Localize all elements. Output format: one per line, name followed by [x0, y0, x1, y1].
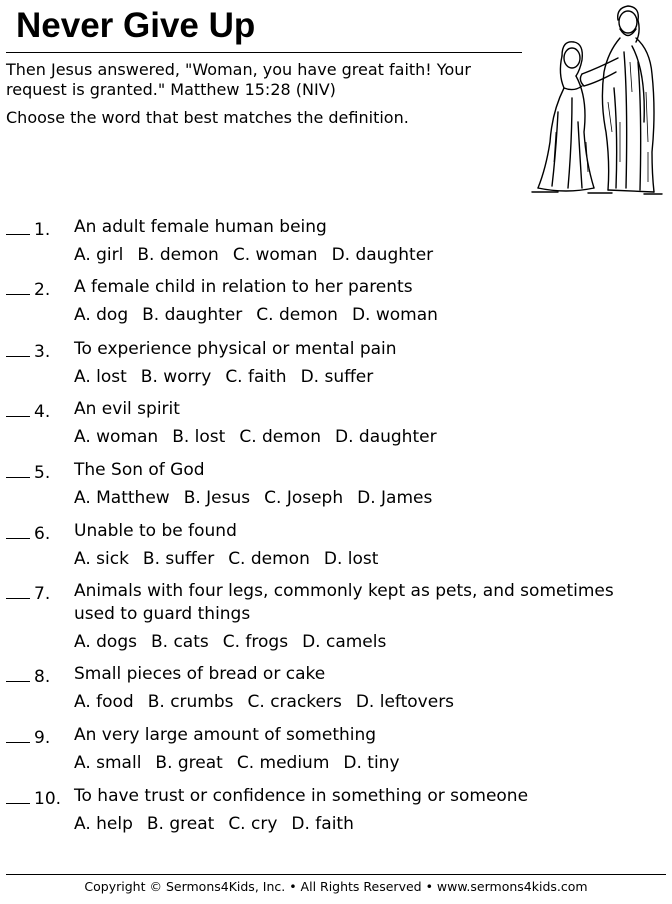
answer-blank[interactable]: [6, 276, 30, 295]
choice-b[interactable]: B. suffer: [142, 549, 215, 569]
choice-c[interactable]: C. crackers: [247, 692, 342, 712]
choice-c[interactable]: C. faith: [225, 367, 287, 387]
copyright-notice: Copyright © Sermons4Kids, Inc. • All Rights Reserved • www.sermons4kids.com: [84, 879, 588, 894]
choice-b[interactable]: B. cats: [150, 632, 209, 652]
choice-a[interactable]: A. woman: [74, 427, 159, 447]
question-number: 9.: [34, 728, 51, 748]
choice-c[interactable]: C. demon: [228, 549, 310, 569]
choice-a[interactable]: A. food: [74, 692, 134, 712]
question-definition: Unable to be found: [74, 521, 237, 541]
question-number: 7.: [34, 584, 51, 604]
choice-a[interactable]: A. help: [74, 814, 133, 834]
answer-blank[interactable]: [6, 785, 30, 804]
worksheet-title: Never Give Up: [16, 6, 256, 45]
answer-choices: [74, 752, 414, 774]
choice-d[interactable]: D. woman: [351, 305, 438, 325]
choice-a[interactable]: A. sick: [74, 549, 129, 569]
question-number: 4.: [34, 402, 51, 422]
question-definition: To experience physical or mental pain: [74, 339, 397, 359]
choice-c[interactable]: C. cry: [228, 814, 278, 834]
choice-a[interactable]: A. girl: [74, 245, 124, 265]
question-definition: An evil spirit: [74, 399, 180, 419]
choice-c[interactable]: C. Joseph: [264, 488, 344, 508]
question-number: 6.: [34, 524, 51, 544]
question-number: 8.: [34, 667, 51, 687]
choice-a[interactable]: A. lost: [74, 367, 127, 387]
choice-b[interactable]: B. demon: [137, 245, 219, 265]
answer-choices: [74, 366, 387, 388]
choice-b[interactable]: B. lost: [172, 427, 226, 447]
question-number: 3.: [34, 342, 51, 362]
answer-blank[interactable]: [6, 216, 30, 235]
answer-choices: [74, 487, 446, 509]
jesus-and-woman-illustration: [528, 2, 666, 196]
instructions: Choose the word that best matches the definition.: [6, 108, 409, 127]
answer-choices: [74, 691, 468, 713]
choice-a[interactable]: A. small: [74, 753, 142, 773]
choice-d[interactable]: D. James: [357, 488, 433, 508]
question-definition: Animals with four legs, commonly kept as pets, and sometimes used to guard things: [74, 581, 614, 624]
choice-c[interactable]: C. frogs: [222, 632, 289, 652]
question-definition: An adult female human being: [74, 217, 327, 237]
choice-b[interactable]: B. great: [155, 753, 223, 773]
question-number: 10.: [34, 789, 62, 809]
question-number: 1.: [34, 220, 51, 240]
footer-divider: [6, 874, 666, 875]
choice-d[interactable]: D. suffer: [300, 367, 374, 387]
choice-d[interactable]: D. lost: [323, 549, 379, 569]
choice-d[interactable]: D. daughter: [335, 427, 437, 447]
answer-choices: [74, 631, 400, 653]
scripture-verse: Then Jesus answered, "Woman, you have great faith! Your request is granted." Matthew 15:28 (NIV): [6, 60, 471, 99]
question-definition: The Son of God: [74, 460, 205, 480]
question-definition: A female child in relation to her parents: [74, 277, 413, 297]
answer-choices: [74, 426, 451, 448]
choice-d[interactable]: D. tiny: [343, 753, 400, 773]
choice-c[interactable]: C. demon: [256, 305, 338, 325]
answer-blank[interactable]: [6, 663, 30, 682]
answer-choices: [74, 244, 447, 266]
choice-b[interactable]: B. worry: [140, 367, 212, 387]
choice-c[interactable]: C. demon: [239, 427, 321, 447]
answer-choices: [74, 813, 368, 835]
choice-d[interactable]: D. camels: [302, 632, 387, 652]
choice-b[interactable]: B. crumbs: [147, 692, 234, 712]
choice-d[interactable]: D. leftovers: [355, 692, 455, 712]
choice-d[interactable]: D. daughter: [331, 245, 434, 265]
choice-a[interactable]: A. dogs: [74, 632, 137, 652]
choice-b[interactable]: B. Jesus: [183, 488, 251, 508]
choice-d[interactable]: D. faith: [291, 814, 354, 834]
choice-b[interactable]: B. great: [146, 814, 215, 834]
choice-c[interactable]: C. medium: [236, 753, 330, 773]
answer-blank[interactable]: [6, 520, 30, 539]
choice-b[interactable]: B. daughter: [142, 305, 243, 325]
answer-choices: [74, 304, 452, 326]
choice-a[interactable]: A. dog: [74, 305, 129, 325]
question-definition: To have trust or confidence in something or someone: [74, 786, 529, 806]
answer-blank[interactable]: [6, 724, 30, 743]
question-number: 5.: [34, 463, 51, 483]
answer-blank[interactable]: [6, 398, 30, 417]
choice-c[interactable]: C. woman: [232, 245, 318, 265]
choice-a[interactable]: A. Matthew: [74, 488, 170, 508]
answer-blank[interactable]: [6, 459, 30, 478]
answer-choices: [74, 548, 392, 570]
question-definition: Small pieces of bread or cake: [74, 664, 326, 684]
answer-blank[interactable]: [6, 338, 30, 357]
answer-blank[interactable]: [6, 580, 30, 599]
question-definition: An very large amount of something: [74, 725, 377, 745]
question-number: 2.: [34, 280, 51, 300]
title-divider: [6, 52, 522, 53]
